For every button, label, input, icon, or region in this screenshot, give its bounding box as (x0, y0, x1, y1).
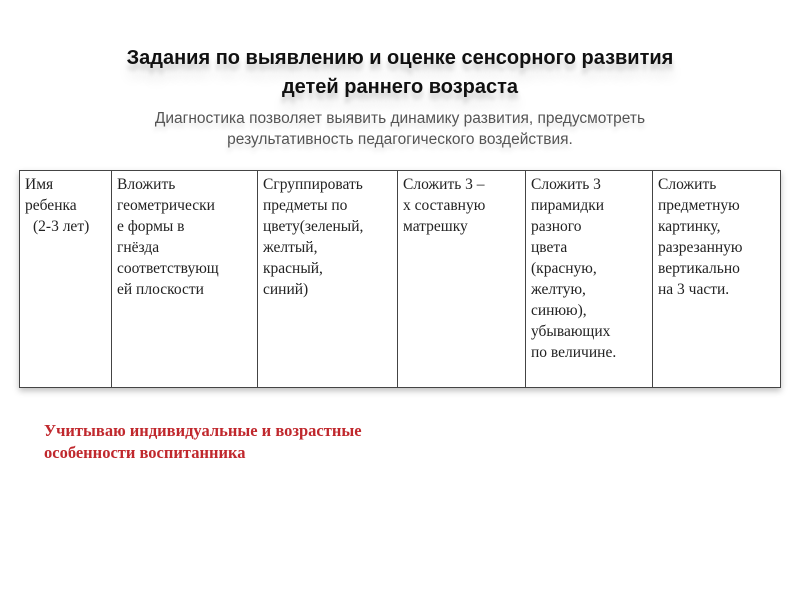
cell-line: цвета (531, 239, 568, 256)
cell-line: Сложить (658, 176, 717, 193)
header-cell-task-matryoshka (398, 171, 526, 388)
cell-line: е формы в (117, 218, 185, 235)
cell-line: Вложить (117, 176, 176, 193)
cell-line: цвету(зеленый, (263, 218, 364, 235)
table-row (20, 171, 781, 388)
cell-line: картинку, (658, 218, 721, 235)
footnote-red (44, 420, 504, 464)
cell-line: по величине. (531, 344, 617, 361)
cell-line: Сложить 3 – (403, 176, 485, 193)
cell-line: ей плоскости (117, 281, 204, 298)
note-line-1: Учитываю индивидуальные и возрастные (44, 421, 362, 440)
cell-line: (2-3 лет) (33, 218, 90, 235)
header-cell-child-name (20, 171, 112, 388)
cell-line: предметную (658, 197, 740, 214)
cell-line: матрешку (403, 218, 468, 235)
page-subtitle (60, 108, 740, 150)
cell-line: на 3 части. (658, 281, 730, 298)
cell-line: пирамидки (531, 197, 605, 214)
cell-line: гнёзда (117, 239, 160, 256)
title-line-1: Задания по выявлению и оценке сенсорного развития (126, 47, 674, 69)
cell-line: вертикально (658, 260, 740, 277)
cell-line: Имя (25, 176, 54, 193)
cell-line: желтую, (531, 281, 586, 298)
cell-line: Сгруппировать (263, 176, 363, 193)
cell-line: соответствующ (117, 260, 219, 277)
cell-line: ребенка (25, 197, 77, 214)
subtitle-line-2: результативность педагогического воздействия. (227, 131, 573, 148)
cell-line: синий) (263, 281, 309, 298)
cell-line: красный, (263, 260, 323, 277)
cell-line: (красную, (531, 260, 597, 277)
page-title (40, 44, 760, 102)
cell-line: разного (531, 218, 582, 235)
diagnostic-tasks-table (19, 170, 781, 388)
header-cell-task-shapes (112, 171, 258, 388)
title-line-2: детей раннего возраста (281, 76, 519, 98)
note-line-2: особенности воспитанника (44, 443, 246, 462)
cell-line: разрезанную (658, 239, 743, 256)
cell-line: желтый, (263, 239, 318, 256)
cell-line: геометрически (117, 197, 215, 214)
cell-line: предметы по (263, 197, 348, 214)
header-cell-task-grouping (258, 171, 398, 388)
header-cell-task-pyramids (526, 171, 653, 388)
cell-line: х составную (403, 197, 486, 214)
cell-line: Сложить 3 (531, 176, 601, 193)
cell-line: убывающих (531, 323, 611, 340)
header-cell-task-picture (653, 171, 781, 388)
subtitle-line-1: Диагностика позволяет выявить динамику развития, предусмотреть (154, 110, 646, 127)
cell-line: синюю), (531, 302, 587, 319)
